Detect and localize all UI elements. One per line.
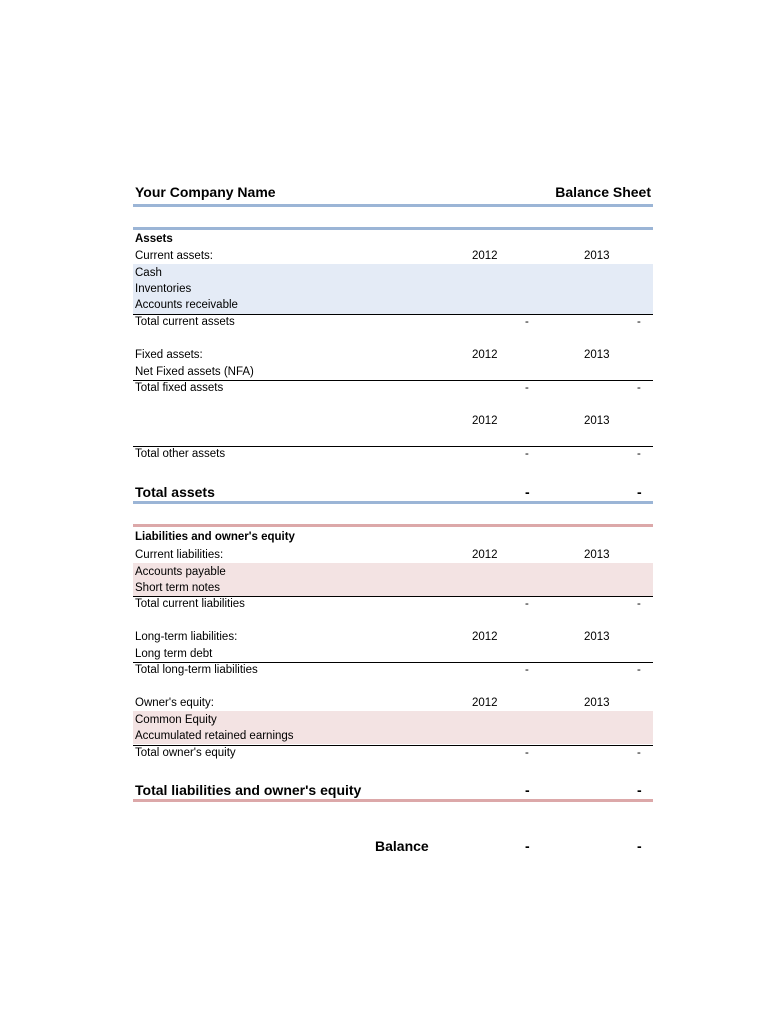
balance-row: [133, 837, 653, 855]
sheet-header: [133, 184, 653, 204]
total-liabilities-divider: [133, 799, 653, 802]
balance-value-2012: -: [525, 838, 530, 854]
total-other-assets-row: Total other assets - -: [133, 446, 653, 447]
total-owners-equity-row: Total owner's equity - -: [133, 745, 653, 746]
total-fixed-assets-row: Total fixed assets - -: [133, 380, 653, 381]
total-current-liabilities-row: Total current liabilities - -: [133, 596, 653, 597]
liabilities-divider: [133, 524, 653, 527]
header-divider: [133, 204, 653, 207]
total-long-term-liabilities-row: Total long-term liabilities - -: [133, 662, 653, 663]
company-name[interactable]: Your Company Name: [135, 184, 276, 200]
total-assets-divider: [133, 501, 653, 504]
total-liabilities-equity-row: Total liabilities and owner's equity - -: [135, 782, 642, 798]
total-assets-row: Total assets - -: [135, 484, 642, 500]
balance-label: Balance: [375, 838, 429, 854]
balance-value-2013: -: [637, 838, 642, 854]
total-current-assets-row: Total current assets - -: [133, 314, 653, 315]
assets-divider: [133, 227, 653, 230]
doc-title: Balance Sheet: [555, 184, 651, 200]
